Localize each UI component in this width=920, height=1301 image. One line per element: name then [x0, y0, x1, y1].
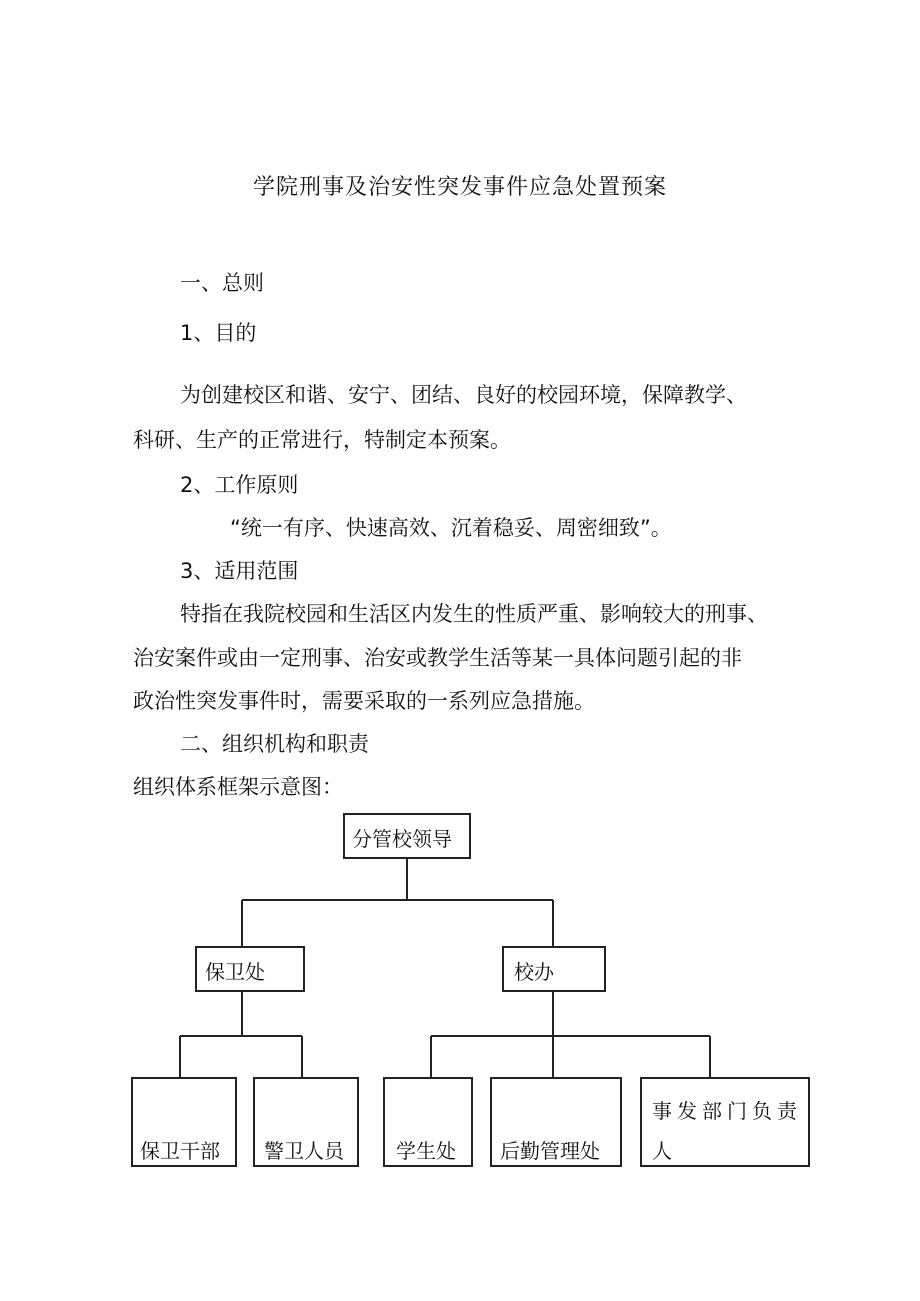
org-label-office: 校办: [514, 960, 554, 984]
org-label-security-staff: 保卫干部: [140, 1139, 220, 1163]
org-label-student-affairs: 学生处: [396, 1139, 456, 1163]
org-label-security: 保卫处: [205, 960, 265, 984]
section-1-1-text-line2: 科研、生产的正常进行，特制定本预案。: [133, 428, 511, 452]
org-label-department-head-line2: 人: [652, 1139, 672, 1163]
org-label-root: 分管校领导: [352, 827, 452, 851]
section-1-3-text-line2: 治安案件或由一定刑事、治安或教学生活等某一具体问题引起的非: [133, 646, 742, 670]
document-title: 学院刑事及治安性突发事件应急处置预案: [252, 175, 667, 200]
section-1-3-heading: 3、适用范围: [180, 559, 299, 583]
section-2-heading: 二、组织机构和职责: [180, 732, 369, 756]
org-label-department-head-line1: 事发部门负责: [652, 1099, 802, 1123]
section-1-3-text-line3: 政治性突发事件时，需要采取的一系列应急措施。: [133, 689, 595, 713]
org-label-guards: 警卫人员: [264, 1139, 344, 1163]
section-1-3-text-line1: 特指在我院校园和生活区内发生的性质严重、影响较大的刑事、: [180, 602, 768, 626]
section-1-1-heading: 1、目的: [180, 321, 257, 345]
section-1-1-text-line1: 为创建校区和谐、安宁、团结、良好的校园环境，保障教学、: [180, 383, 747, 407]
org-label-logistics: 后勤管理处: [500, 1139, 600, 1163]
org-chart-caption: 组织体系框架示意图：: [133, 775, 343, 799]
section-1-2-heading: 2、工作原则: [180, 473, 299, 497]
section-1-heading: 一、总则: [180, 271, 264, 295]
section-1-2-text: “统一有序、快速高效、沉着稳妥、周密细致”。: [230, 516, 672, 540]
